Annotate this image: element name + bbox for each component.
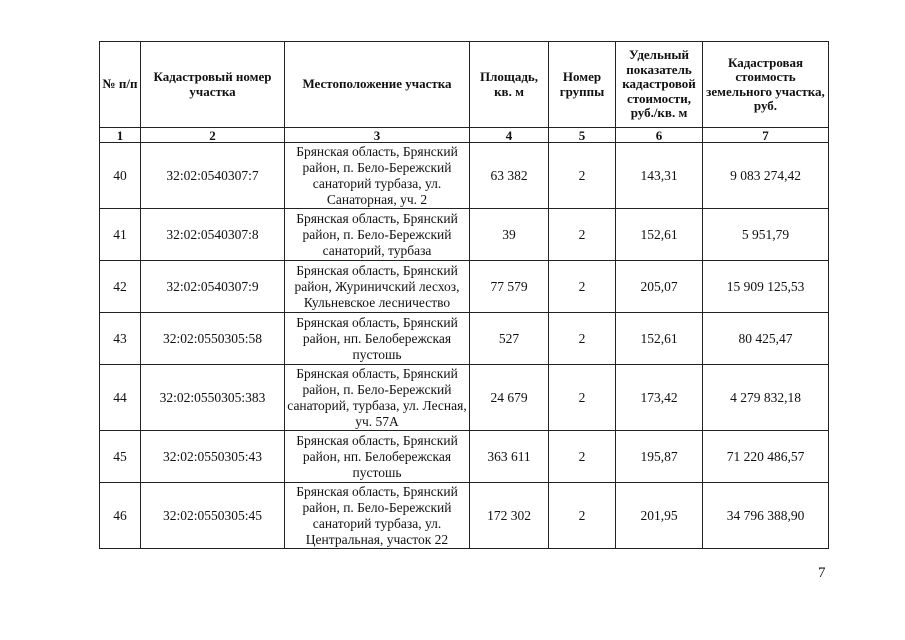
group-number: 2 xyxy=(549,209,616,261)
cadastral-number: 32:02:0550305:58 xyxy=(141,313,285,365)
table-row xyxy=(100,431,829,483)
row-number: 42 xyxy=(100,261,141,313)
group-number: 2 xyxy=(549,313,616,365)
location: Брянская область, Брянский район, Журиничский лесхоз, Кульневское лесничество xyxy=(285,261,470,313)
area: 172 302 xyxy=(470,483,549,549)
cadastral-number: 32:02:0540307:8 xyxy=(141,209,285,261)
area: 77 579 xyxy=(470,261,549,313)
cadastral-number: 32:02:0550305:43 xyxy=(141,431,285,483)
unit-rate: 152,61 xyxy=(616,313,703,365)
table-row xyxy=(100,313,829,365)
header-cell-group: Номер группы xyxy=(549,42,616,128)
unit-rate: 195,87 xyxy=(616,431,703,483)
column-number: 3 xyxy=(285,128,470,143)
cadastral-table xyxy=(99,41,829,549)
column-number: 2 xyxy=(141,128,285,143)
cadastral-value: 80 425,47 xyxy=(703,313,829,365)
header-cell-number: № п/п xyxy=(100,42,141,128)
header-cell-area: Площадь, кв. м xyxy=(470,42,549,128)
area: 24 679 xyxy=(470,365,549,431)
cadastral-value: 71 220 486,57 xyxy=(703,431,829,483)
header-row xyxy=(100,42,829,128)
table-row xyxy=(100,209,829,261)
row-number: 45 xyxy=(100,431,141,483)
cadastral-number: 32:02:0540307:9 xyxy=(141,261,285,313)
area: 527 xyxy=(470,313,549,365)
header-cell-rate: Удельный показатель кадастровой стоимости, руб./кв. м xyxy=(616,42,703,128)
unit-rate: 201,95 xyxy=(616,483,703,549)
column-number-row xyxy=(100,128,829,143)
column-number: 6 xyxy=(616,128,703,143)
location: Брянская область, Брянский район, нп. Белобережская пустошь xyxy=(285,431,470,483)
cadastral-value: 5 951,79 xyxy=(703,209,829,261)
header-cell-location: Местоположение участка xyxy=(285,42,470,128)
location: Брянская область, Брянский район, п. Бело-Бережский санаторий, турбаза, ул. Лесная, уч. 57А xyxy=(285,365,470,431)
table-row xyxy=(100,483,829,549)
location: Брянская область, Брянский район, нп. Белобережская пустошь xyxy=(285,313,470,365)
group-number: 2 xyxy=(549,261,616,313)
unit-rate: 152,61 xyxy=(616,209,703,261)
group-number: 2 xyxy=(549,143,616,209)
row-number: 43 xyxy=(100,313,141,365)
area: 363 611 xyxy=(470,431,549,483)
column-number: 5 xyxy=(549,128,616,143)
location: Брянская область, Брянский район, п. Бело-Бережский санаторий, турбаза xyxy=(285,209,470,261)
cadastral-value: 9 083 274,42 xyxy=(703,143,829,209)
unit-rate: 205,07 xyxy=(616,261,703,313)
column-number: 7 xyxy=(703,128,829,143)
cadastral-number: 32:02:0550305:383 xyxy=(141,365,285,431)
column-number: 1 xyxy=(100,128,141,143)
table-row xyxy=(100,143,829,209)
table-row xyxy=(100,261,829,313)
group-number: 2 xyxy=(549,483,616,549)
header-cell-cadastral: Кадастровый номер участка xyxy=(141,42,285,128)
location: Брянская область, Брянский район, п. Бело-Бережский санаторий турбаза, ул. Центральная, участок 22 xyxy=(285,483,470,549)
row-number: 46 xyxy=(100,483,141,549)
cadastral-number: 32:02:0540307:7 xyxy=(141,143,285,209)
cadastral-number: 32:02:0550305:45 xyxy=(141,483,285,549)
cadastral-value: 15 909 125,53 xyxy=(703,261,829,313)
area: 63 382 xyxy=(470,143,549,209)
area: 39 xyxy=(470,209,549,261)
unit-rate: 143,31 xyxy=(616,143,703,209)
cadastral-value: 4 279 832,18 xyxy=(703,365,829,431)
unit-rate: 173,42 xyxy=(616,365,703,431)
column-number: 4 xyxy=(470,128,549,143)
group-number: 2 xyxy=(549,365,616,431)
row-number: 44 xyxy=(100,365,141,431)
page-number: 7 xyxy=(818,565,826,581)
location: Брянская область, Брянский район, п. Бело-Бережский санаторий турбаза, ул. Санаторная, уч. 2 xyxy=(285,143,470,209)
table-row xyxy=(100,365,829,431)
header-cell-value: Кадастровая стоимость земельного участка, руб. xyxy=(703,42,829,128)
group-number: 2 xyxy=(549,431,616,483)
row-number: 40 xyxy=(100,143,141,209)
cadastral-value: 34 796 388,90 xyxy=(703,483,829,549)
row-number: 41 xyxy=(100,209,141,261)
